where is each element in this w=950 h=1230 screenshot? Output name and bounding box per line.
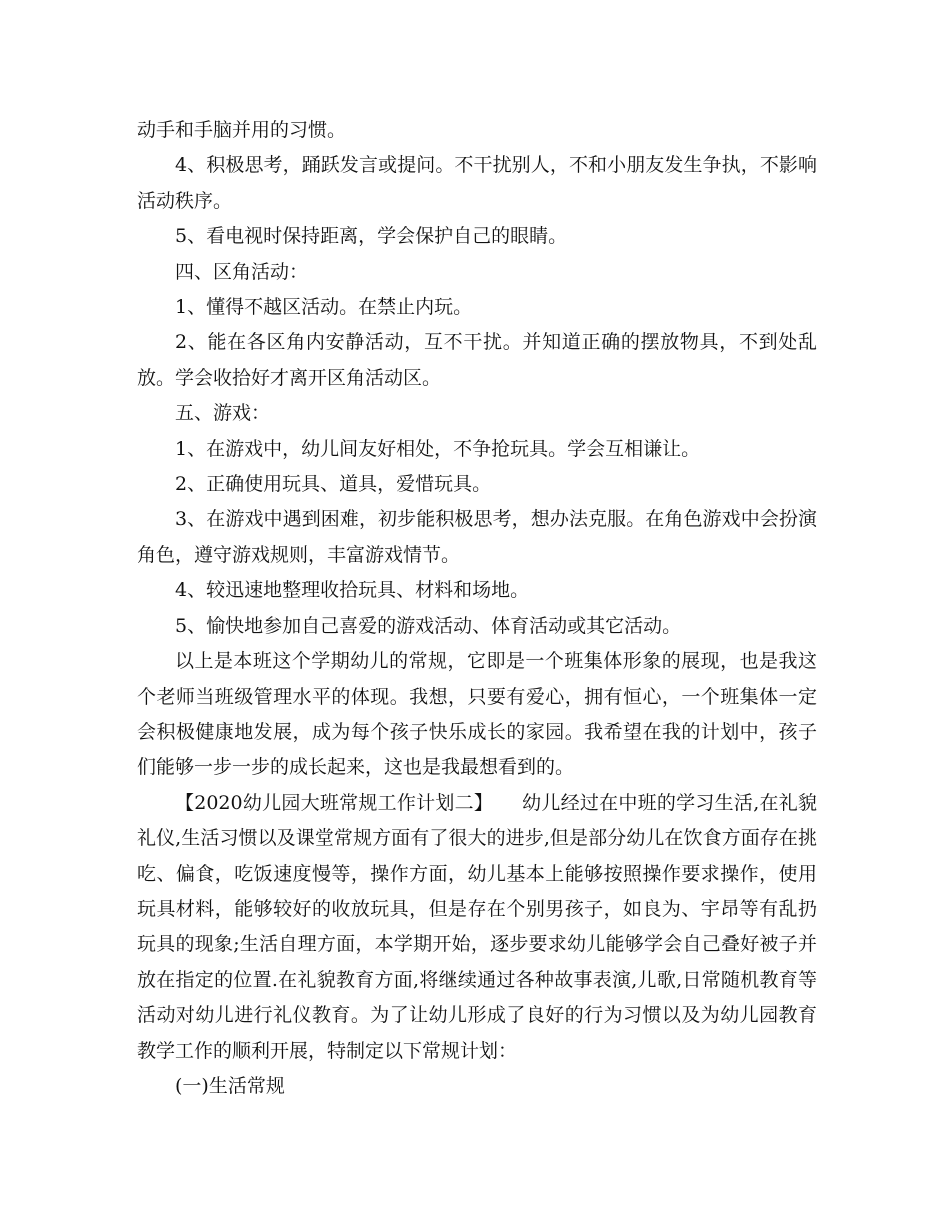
section-heading-games: 五、游戏： — [175, 402, 271, 425]
paragraph-game-item-4: 4、较迅速地整理收拾玩具、材料和场地。 — [175, 579, 530, 602]
paragraph-plan-two-intro: 【2020幼儿园大班常规工作计划二】 幼儿经过在中班的学习生活,在礼貌礼仪,生活习惯以及课堂常规方面有了很大的进步,但是部分幼儿在饮食方面存在挑吃、偏食，吃饭速度慢等，操作方面，幼儿基本上能够按照操作要求操作，使用玩具材料，能够较好的收放玩具，但是存在个别男孩子，如良为、宇昂等有乱扔玩具的现象;生活自理方面，本学期开始，逐步要求幼儿能够学会自己叠好被子并放在指定的位置.在礼貌教育方面,将继续通过各种故事表演,儿歌,日常随机教育等活动对幼儿进行礼仪教育。为了让幼儿形成了良好的行为习惯以及为幼儿园教育教学工作的顺利开展，特制定以下常规计划： — [137, 791, 817, 1062]
paragraph-summary: 以上是本班这个学期幼儿的常规，它即是一个班集体形象的展现，也是我这个老师当班级管理水平的体现。我想，只要有爱心，拥有恒心，一个班集体一定会积极健康地发展，成为每个孩子快乐成长的家园。我希望在我的计划中，孩子们能够一步一步的成长起来，这也是我最想看到的。 — [137, 650, 817, 779]
paragraph-game-item-2: 2、正确使用玩具、道具，爱惜玩具。 — [175, 473, 492, 496]
section-heading-corner-activities: 四、区角活动： — [175, 260, 309, 283]
paragraph-continuation: 动手和手脑并用的习惯。 — [137, 119, 347, 141]
paragraph-game-item-3: 3、在游戏中遇到困难，初步能积极思考，想办法克服。在角色游戏中会扮演角色，遵守游戏规则，丰富游戏情节。 — [137, 508, 817, 566]
paragraph-game-item-1: 1、在游戏中，幼儿间友好相处，不争抢玩具。学会互相谦让。 — [175, 437, 701, 460]
document-body — [137, 113, 817, 1104]
paragraph-item-5-tv: 5、看电视时保持距离，学会保护自己的眼睛。 — [175, 225, 568, 248]
paragraph-corner-item-1: 1、懂得不越区活动。在禁止内玩。 — [175, 296, 473, 319]
paragraph-item-4-thinking: 4、积极思考，踊跃发言或提问。不干扰别人，不和小朋友发生争执，不影响活动秩序。 — [137, 154, 817, 212]
paragraph-corner-item-2: 2、能在各区角内安静活动，互不干扰。并知道正确的摆放物具，不到处乱放。学会收拾好才离开区角活动区。 — [137, 331, 817, 389]
section-heading-daily-life-routine: (一)生活常规 — [175, 1074, 285, 1097]
paragraph-game-item-5: 5、愉快地参加自己喜爱的游戏活动、体育活动或其它活动。 — [175, 614, 682, 637]
